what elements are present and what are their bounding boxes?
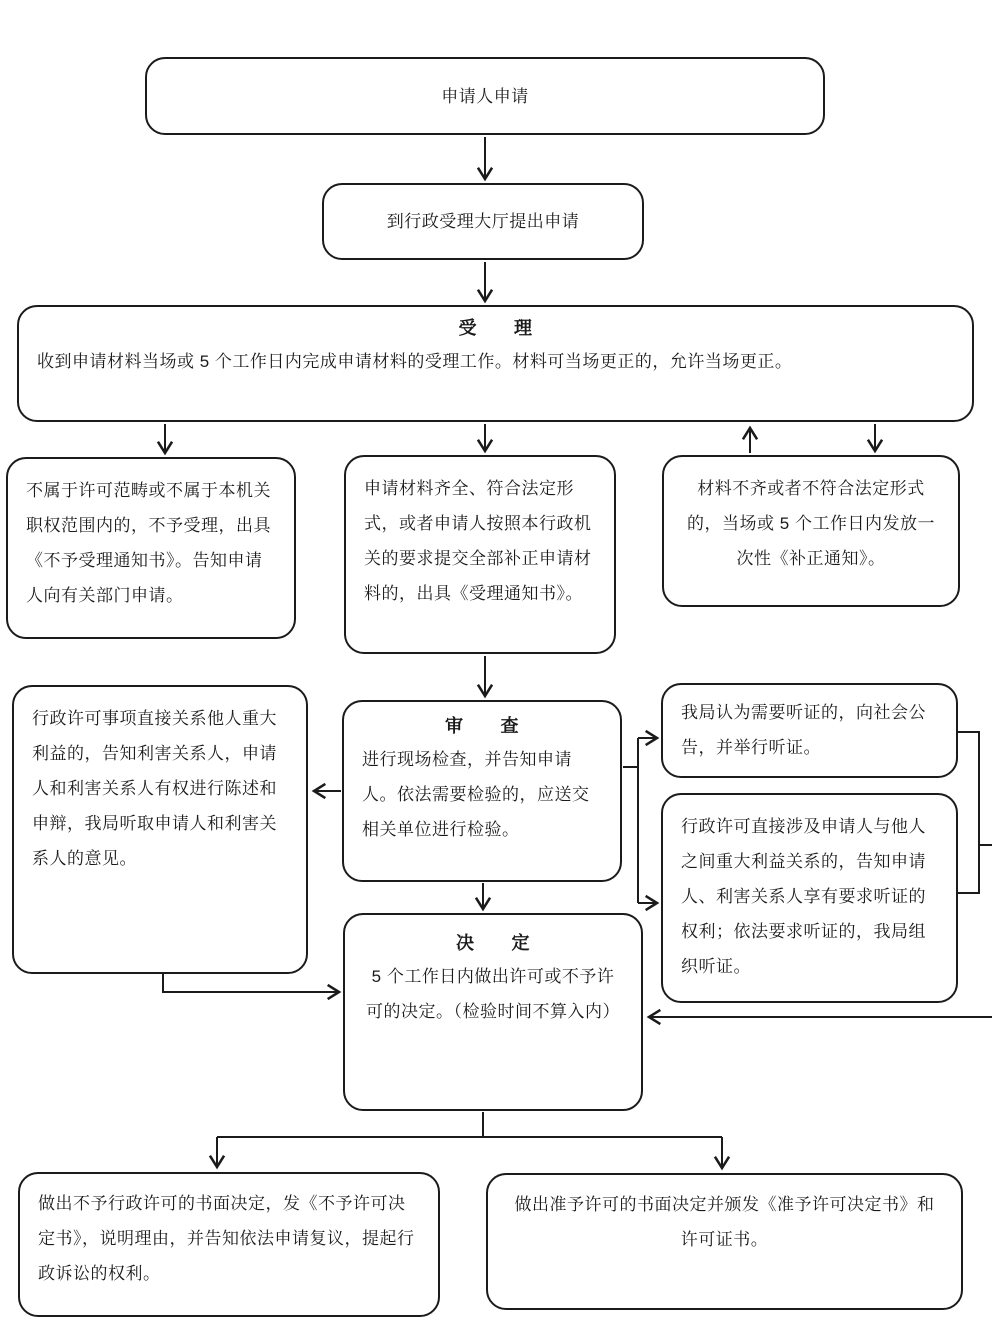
node-deny-decision-text: 做出不予行政许可的书面决定，发《不予许可决定书》，说明理由，并告知依法申请复议，提起行政诉讼的权利。 [38,1194,415,1283]
node-applicant [145,57,825,135]
node-hearing-public-text: 我局认为需要听证的，向社会公告，并举行听证。 [681,703,926,757]
node-review [342,700,622,882]
node-accept [17,305,974,422]
node-accept-text: 收到申请材料当场或 5 个工作日内完成申请材料的受理工作。材料可当场更正的，允许当场更正。 [37,352,793,371]
node-interested-parties [12,685,308,974]
node-grant-decision-text: 做出准予许可的书面决定并颁发《准予许可决定书》和许可证书。 [514,1195,935,1249]
node-grant-decision [486,1173,963,1310]
node-applicant-label: 申请人申请 [441,86,529,106]
node-materials-incomplete-text: 材料不齐或者不符合法定形式的，当场或 5 个工作日内发放一次性《补正通知》。 [687,479,935,568]
node-decision-text: 5 个工作日内做出许可或不予许可的决定。（检验时间不算入内） [366,967,620,1021]
arrow-parties-to-decision [163,974,339,992]
node-deny-decision [18,1172,440,1317]
node-accept-title: 受 理 [458,318,533,338]
node-review-text: 进行现场检查，并告知申请人。依法需要检验的，应送交相关单位进行检验。 [362,750,590,839]
connector-decision-branch [217,1112,722,1137]
connector-review-to-hearings-stem [623,738,638,903]
node-hearing-rights [661,793,958,1003]
node-interested-parties-text: 行政许可事项直接关系他人重大利益的，告知利害关系人，申请人和利害关系人有权进行陈述和申辩，我局听取申请人和利害关系人的意见。 [32,709,277,868]
node-hall [322,183,644,260]
node-hearing-public [661,683,958,778]
node-decision-title: 决 定 [456,933,530,953]
node-not-accepted [6,457,296,639]
node-hearing-rights-text: 行政许可直接涉及申请人与他人之间重大利益关系的，告知申请人、利害关系人享有要求听证的权利；依法要求听证的，我局组织听证。 [681,817,926,976]
node-materials-incomplete [662,455,960,607]
node-materials-complete [344,455,616,654]
node-review-title: 审 查 [445,716,519,736]
node-not-accepted-text: 不属于许可范畴或不属于本机关职权范围内的，不予受理，出具《不予受理通知书》。告知申请人向有关部门申请。 [26,481,271,605]
connector-hearings-right-bracket [958,732,992,893]
node-decision [343,913,643,1111]
node-materials-complete-text: 申请材料齐全、符合法定形式，或者申请人按照本行政机关的要求提交全部补正申请材料的，出具《受理通知书》。 [364,479,592,603]
node-hall-label: 到行政受理大厅提出申请 [386,212,580,231]
